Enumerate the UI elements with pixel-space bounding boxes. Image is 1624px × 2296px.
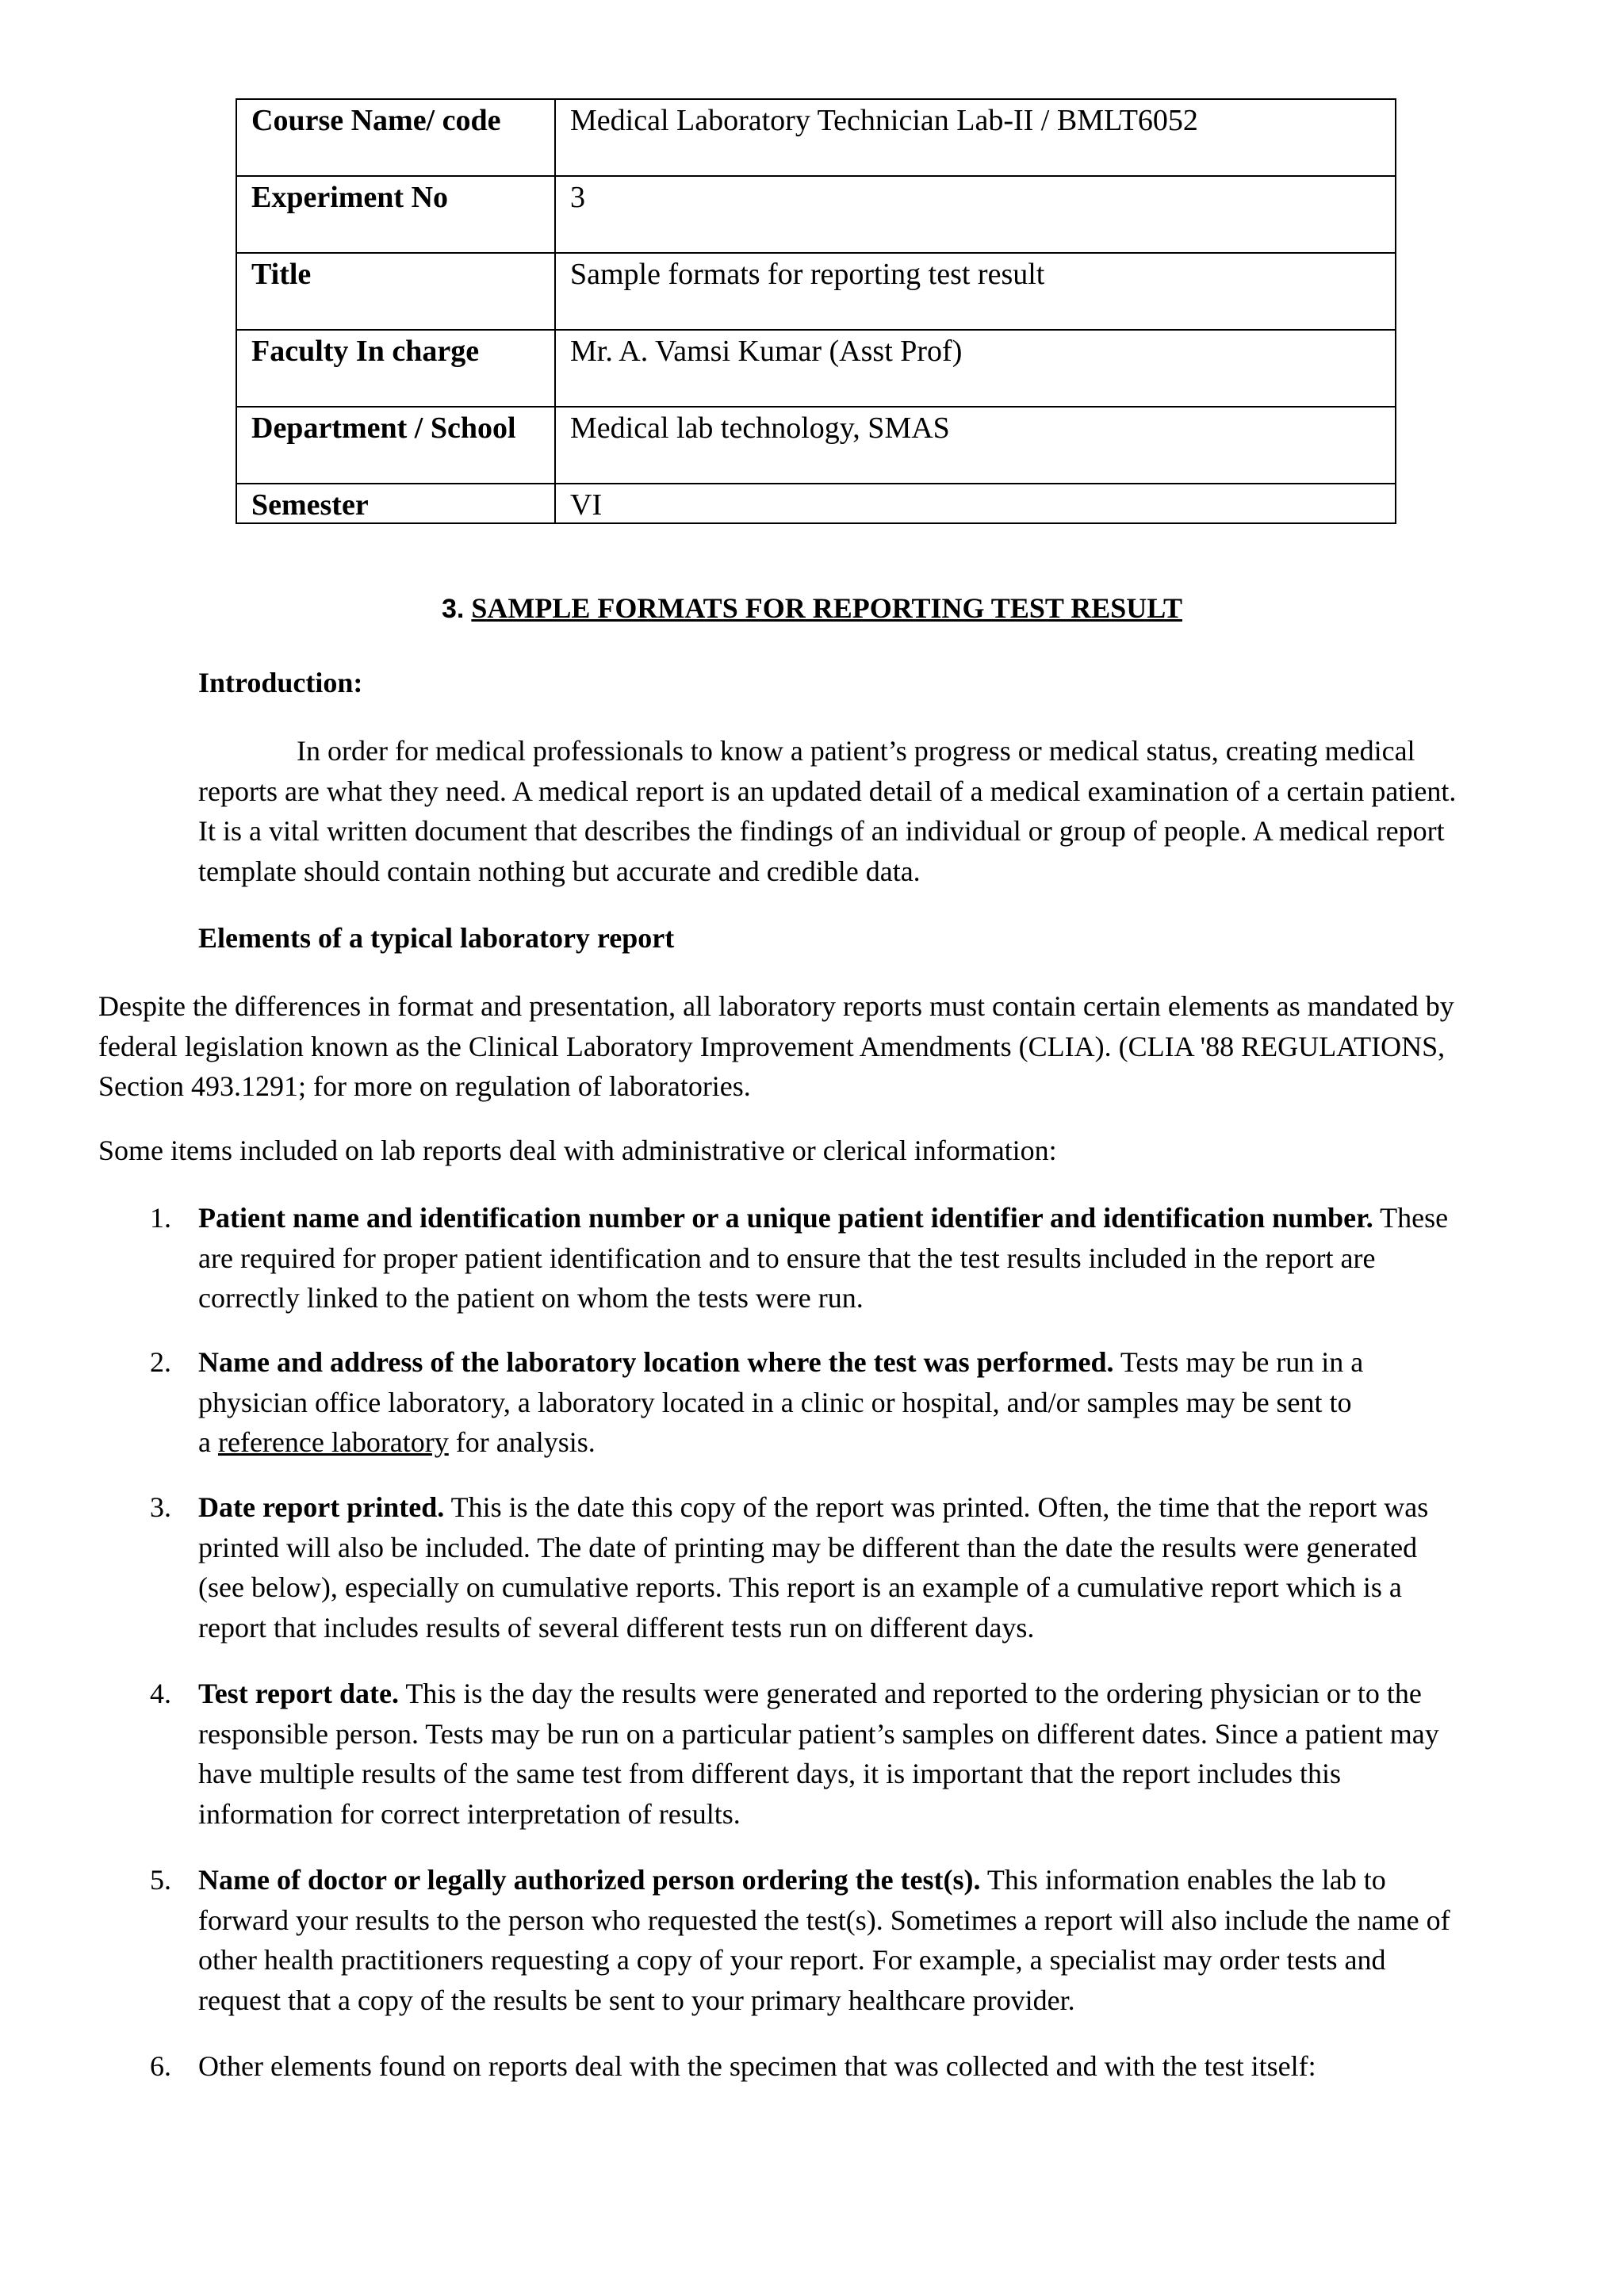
paragraph-line: federal legislation known as the Clinical Laboratory Improvement Amendments (CLIA). (CLIA '88 REGULATIONS, [98,1030,1446,1062]
section-number: 3. [442,594,465,624]
list-item-line: other health practitioners requesting a copy of your report. For example, a specialist may order tests and [198,1944,1386,1976]
title-value: Sample formats for reporting test result [555,253,1396,330]
experiment-value: 3 [555,176,1396,253]
list-item-text: This information enables the lab to [980,1864,1386,1896]
department-value: Medical lab technology, SMAS [555,407,1396,484]
list-number: 3. [150,1491,171,1523]
list-item-text: This is the date this copy of the report was printed. Often, the time that the report was [444,1491,1429,1523]
list-item-text: Tests may be run in a [1113,1346,1364,1378]
table-row [236,330,1396,407]
list-item-line: printed will also be included. The date of printing may be different than the date the results were generated [198,1531,1418,1563]
table-row [236,176,1396,253]
list-item-line: request that a copy of the results be sent to your primary healthcare provider. [198,1984,1075,2016]
list-item-bold: Name of doctor or legally authorized person ordering the test(s). [198,1864,981,1896]
faculty-value: Mr. A. Vamsi Kumar (Asst Prof) [555,330,1396,407]
introduction-paragraph [198,731,1456,891]
section-title: SAMPLE FORMATS FOR REPORTING TEST RESULT [471,592,1182,624]
semester-label: Semester [236,484,555,523]
course-label: Course Name/ code [236,99,555,176]
elements-heading: Elements of a typical laboratory report [198,922,675,954]
list-item-line: correctly linked to the patient on whom the tests were run. [198,1282,864,1314]
paragraph-line: Section 493.1291; for more on regulation of laboratories. [98,1070,751,1102]
list-item-bold: Test report date. [198,1678,399,1709]
list-number: 6. [150,2050,171,2082]
title-label: Title [236,253,555,330]
list-item-text: for analysis. [448,1426,596,1458]
list-item-line: responsible person. Tests may be run on a particular patient’s samples on different dates. Since a patient may [198,1717,1439,1750]
admin-intro: Some items included on lab reports deal with administrative or clerical information: [98,1135,1057,1166]
experiment-label: Experiment No [236,176,555,253]
list-number: 5. [150,1864,171,1896]
paragraph-line: It is a vital written document that describes the findings of an individual or group of people. A medical report [198,815,1445,847]
department-label: Department / School [236,407,555,484]
table-row [236,253,1396,330]
paragraph-line: template should contain nothing but accurate and credible data. [198,855,921,887]
course-info-table [236,98,1396,524]
semester-value: VI [555,484,1396,523]
list-item-line: forward your results to the person who requested the test(s). Sometimes a report will also include the name of [198,1904,1450,1936]
list-item-bold: Patient name and identification number or a unique patient identifier and identification number. [198,1202,1373,1234]
list-item-line: Other elements found on reports deal with the specimen that was collected and with the test itself: [198,2050,1316,2082]
paragraph-line: In order for medical professionals to know a patient’s progress or medical status, creating medical [297,735,1415,767]
section-heading [0,591,1624,625]
list-item-text: This is the day the results were generated and reported to the ordering physician or to the [398,1678,1422,1709]
paragraph-line: Despite the differences in format and presentation, all laboratory reports must contain certain elements as mandated by [98,990,1454,1022]
list-number: 1. [150,1202,171,1234]
list-item-text: These [1373,1202,1449,1234]
list-item-line: (see below), especially on cumulative reports. This report is an example of a cumulative report which is a [198,1571,1402,1603]
list-item-bold: Name and address of the laboratory location where the test was performed. [198,1346,1114,1378]
list-item-line: are required for proper patient identification and to ensure that the test results included in the report are [198,1242,1376,1274]
list-item-bold: Date report printed. [198,1491,445,1523]
table-row [236,407,1396,484]
list-number: 2. [150,1346,171,1378]
introduction-label: Introduction: [198,667,363,698]
list-item-line: physician office laboratory, a laboratory located in a clinic or hospital, and/or samples may be sent to [198,1386,1352,1418]
table-row [236,484,1396,523]
clia-paragraph [98,986,1454,1107]
list-item [198,1342,1363,1463]
list-number: 4. [150,1678,171,1709]
list-item-line: have multiple results of the same test from different days, it is important that the report includes this [198,1758,1342,1789]
list-item [198,1487,1428,1647]
list-item [198,1860,1450,2020]
list-item [198,1674,1439,1834]
list-item-text: a [198,1426,218,1458]
table-row [236,99,1396,176]
list-item-line: information for correct interpretation of results. [198,1797,741,1830]
list-item [198,2046,1316,2087]
reference-laboratory-link[interactable]: reference laboratory [217,1426,449,1458]
list-item-line: report that includes results of several different tests run on different days. [198,1611,1035,1644]
list-item [198,1198,1448,1318]
course-value: Medical Laboratory Technician Lab-II / BMLT6052 [555,99,1396,176]
faculty-label: Faculty In charge [236,330,555,407]
paragraph-line: reports are what they need. A medical report is an updated detail of a medical examination of a certain patient. [198,775,1457,807]
